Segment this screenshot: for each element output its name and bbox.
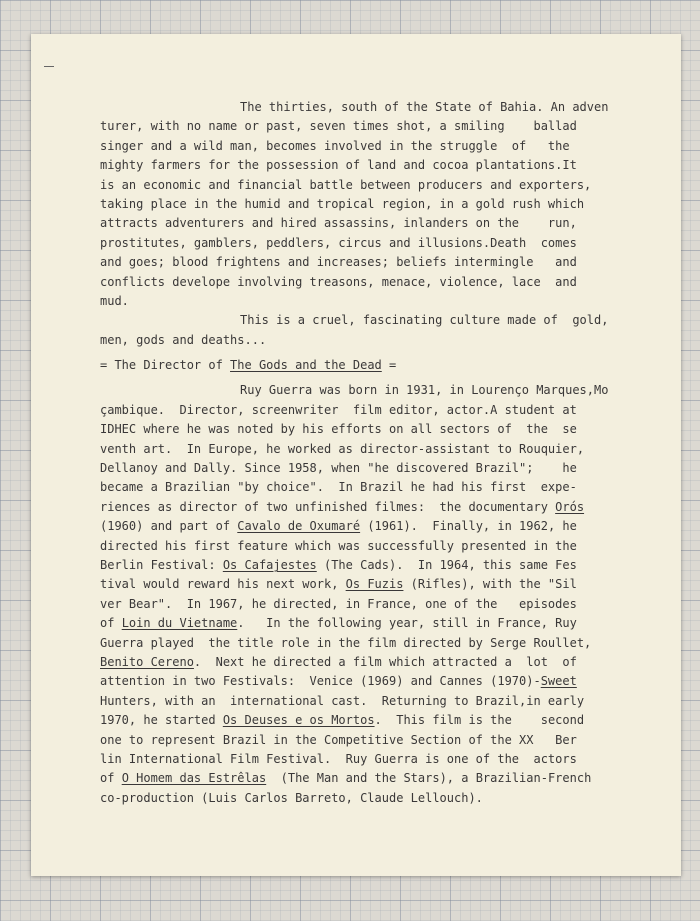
text-line	[100, 517, 645, 536]
punch-mark	[44, 66, 54, 67]
text-line	[100, 575, 645, 594]
text-line: conflicts develope involving treasons, menace, violence, lace and	[100, 274, 577, 289]
text-line	[100, 459, 645, 478]
text-segment: (The Cads). In 1964, this same Fes	[316, 557, 577, 572]
text-line	[100, 672, 645, 691]
text-line	[100, 498, 645, 517]
film-title: Orós	[555, 499, 585, 514]
text-line	[100, 692, 645, 711]
text-segment: attention in two Festivals: Venice (1969) and Cannes (1970)-	[100, 674, 541, 689]
text-line	[100, 478, 645, 497]
text-line	[100, 614, 645, 633]
text-line	[100, 420, 645, 439]
typewritten-text	[100, 98, 645, 808]
film-title: Os Deuses e os Mortos	[222, 713, 375, 728]
text-line: is an economic and financial battle between producers and exporters,	[100, 177, 592, 192]
text-line	[100, 440, 645, 459]
film-title: Cavalo de Oxumaré	[237, 519, 361, 534]
text-segment: . This film is the second	[374, 713, 585, 728]
text-segment: venth art. In Europe, he worked as director-assistant to Rouquier,	[100, 441, 585, 456]
text-segment: Guerra played the title role in the film directed by Serge Roullet,	[100, 635, 592, 650]
text-segment: (Rifles), with the "Sil	[403, 577, 577, 592]
text-line: mud.	[100, 293, 129, 308]
text-segment: (1960) and part of	[100, 519, 238, 534]
heading-film-title: The Gods and the Dead	[230, 358, 382, 373]
text-segment: tival would reward his next work,	[100, 577, 346, 592]
film-title: Benito Cereno	[100, 654, 194, 669]
text-segment: . Next he directed a film which attracted a lot of	[193, 654, 577, 669]
text-segment: Hunters, with an international cast. Returning to Brazil,in early	[100, 693, 585, 708]
text-line: The thirties, south of the State of Bahia. An adven	[240, 100, 609, 114]
text-line: turer, with no name or past, seven times shot, a smiling ballad	[100, 119, 577, 134]
film-title: O Homem das Estrêlas	[121, 771, 267, 786]
text-line	[100, 537, 645, 556]
text-segment: (1961). Finally, in 1962, he	[360, 519, 577, 534]
text-segment: co-production (Luis Carlos Barreto, Claude Lellouch).	[100, 790, 483, 805]
text-segment: . In the following year, still in France, Ruy	[237, 616, 577, 631]
text-segment: of	[100, 616, 122, 631]
text-line: singer and a wild man, becomes involved in the struggle of the	[100, 138, 570, 153]
text-line	[100, 595, 645, 614]
text-segment: IDHEC where he was noted by his efforts on all sectors of the se	[100, 422, 577, 437]
text-line	[100, 653, 645, 672]
text-line	[100, 731, 645, 750]
heading-prefix: = The Director of	[100, 358, 231, 373]
text-segment: (The Man and the Stars), a Brazilian-French	[266, 771, 592, 786]
text-segment: Berlin Festival:	[100, 557, 223, 572]
text-line	[100, 711, 645, 730]
text-line	[100, 381, 645, 400]
culture-paragraph	[100, 311, 645, 350]
text-line: taking place in the humid and tropical region, in a gold rush which	[100, 196, 585, 211]
text-line	[100, 789, 645, 808]
film-title: Os Fuzis	[345, 577, 404, 592]
text-segment: became a Brazilian "by choice". In Brazil he had his first expe-	[100, 480, 577, 495]
text-segment: lin International Film Festival. Ruy Guerra is one of the actors	[100, 751, 577, 766]
text-segment: of	[100, 771, 122, 786]
synopsis-paragraph	[100, 98, 645, 311]
film-title: Os Cafajestes	[222, 557, 317, 572]
text-line	[100, 556, 645, 575]
text-line	[100, 401, 645, 420]
text-segment: Dellanoy and Dally. Since 1958, when "he discovered Brazil"; he	[100, 461, 577, 476]
biography-paragraph	[100, 381, 645, 808]
text-segment: çambique. Director, screenwriter film editor, actor.A student at	[100, 402, 577, 417]
text-line	[100, 769, 645, 788]
text-segment: Ruy Guerra was born in 1931, in Lourenço Marques,Mo	[240, 383, 609, 398]
text-line: This is a cruel, fascinating culture made of gold,	[240, 313, 609, 328]
text-line: attracts adventurers and hired assassins, inlanders on the run,	[100, 216, 577, 231]
text-segment: one to represent Brazil in the Competitive Section of the XX Ber	[100, 732, 577, 747]
text-line: men, gods and deaths...	[100, 332, 267, 347]
text-line	[100, 750, 645, 769]
text-line: prostitutes, gamblers, peddlers, circus and illusions.Death comes	[100, 235, 577, 250]
film-title: Loin du Vietname	[121, 616, 238, 631]
text-segment: riences as director of two unfinished filmes: the documentary	[100, 499, 556, 514]
text-segment: 1970, he started	[100, 713, 223, 728]
text-line	[100, 634, 645, 653]
heading-suffix: =	[381, 358, 397, 373]
text-segment: ver Bear". In 1967, he directed, in France, one of the episodes	[100, 596, 577, 611]
text-segment: directed his first feature which was successfully presented in the	[100, 538, 577, 553]
film-title: Sweet	[540, 674, 577, 689]
text-line: mighty farmers for the possession of land and cocoa plantations.It	[100, 158, 577, 173]
director-heading	[100, 356, 645, 375]
text-line: and goes; blood frightens and increases; beliefs intermingle and	[100, 255, 577, 270]
